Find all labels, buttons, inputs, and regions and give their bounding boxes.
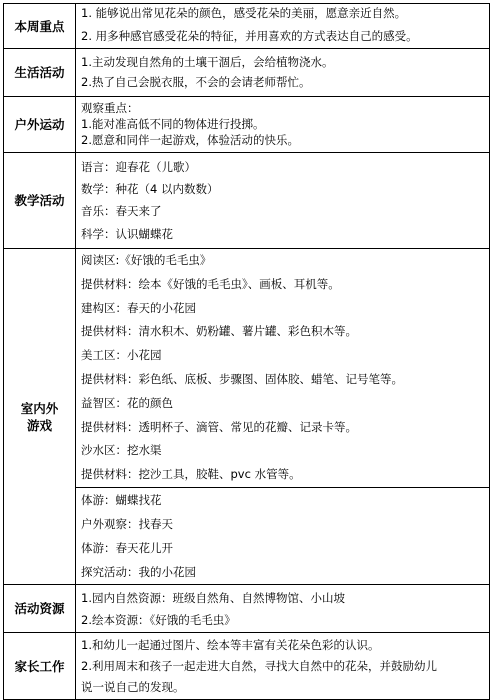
row-parent-work <box>4 633 490 700</box>
row-label: 家长工作 <box>4 633 76 700</box>
content-line: 1.园内自然资源：班级自然角、自然博物馆、小山坡 <box>81 591 345 605</box>
row-label: 生活活动 <box>4 49 76 97</box>
content-line: 说一说自己的发现。 <box>81 680 185 694</box>
row-indoor-outdoor-games <box>4 249 490 585</box>
content-line: 1. 能够说出常见花朵的颜色，感受花朵的美丽，愿意亲近自然。 <box>81 6 407 20</box>
content-line: 2.愿意和同伴一起游戏，体验活动的快乐。 <box>81 133 299 147</box>
content-line: 科学：认识蝴蝶花 <box>81 227 173 241</box>
row-label: 户外运动 <box>4 97 76 153</box>
row-label <box>4 249 76 585</box>
row-content <box>76 585 490 633</box>
weekly-plan-table <box>3 3 490 700</box>
content-line: 数学：种花（4 以内数数） <box>81 182 219 196</box>
content-line: 阅读区:《好饿的毛毛虫》 <box>81 253 212 267</box>
row-content <box>76 153 490 249</box>
content-line: 体游：蝴蝶找花 <box>81 493 162 507</box>
content-line: 美工区：小花园 <box>81 348 162 363</box>
row-teaching-activities <box>4 153 490 249</box>
content-line: 音乐：春天来了 <box>81 204 162 218</box>
row-content <box>76 49 490 97</box>
row-label: 本周重点 <box>4 4 76 49</box>
row-content <box>76 249 490 585</box>
content-line: 2.利用周末和孩子一起走进大自然，寻找大自然中的花朵，并鼓励幼儿 <box>81 659 437 673</box>
row-label: 教学活动 <box>4 153 76 249</box>
row-content <box>76 633 490 700</box>
content-line: 2.热了自己会脱衣服，不会的会请老师帮忙。 <box>81 75 311 89</box>
content-line: 语言：迎春花（儿歌） <box>81 160 196 174</box>
row-outdoor-sports <box>4 97 490 153</box>
content-line: 2. 用多种感官感受花朵的特征，并用喜欢的方式表达自己的感受。 <box>81 29 418 43</box>
content-line: 提供材料：透明杯子、滴管、常见的花瓣、记录卡等。 <box>81 419 357 434</box>
content-line: 探究活动：我的小花园 <box>81 565 196 579</box>
outdoor-section <box>76 487 489 584</box>
content-line: 2.绘本资源：《好饿的毛毛虫》 <box>81 613 236 627</box>
row-label: 活动资源 <box>4 585 76 633</box>
content-line: 提供材料：挖沙工具，胶鞋、pvc 水管等。 <box>81 467 301 482</box>
content-line: 1.主动发现自然角的土壤干涸后，会给植物浇水。 <box>81 55 334 69</box>
content-line: 体游：春天花儿开 <box>81 541 173 555</box>
content-line: 提供材料：绘本《好饿的毛毛虫》、画板、耳机等。 <box>81 276 340 291</box>
content-line: 益智区：花的颜色 <box>81 395 173 410</box>
content-line: 提供材料：彩色纸、底板、步骤图、固体胶、蜡笔、记号笔等。 <box>81 371 403 386</box>
content-line: 1.和幼儿一起通过图片、绘本等丰富有关花朵色彩的认识。 <box>81 638 380 652</box>
row-weekly-focus <box>4 4 490 49</box>
content-line: 户外观察：找春天 <box>81 517 173 531</box>
row-content <box>76 97 490 153</box>
content-line: 1.能对准高低不同的物体进行投掷。 <box>81 117 265 131</box>
content-line: 提供材料：清水积木、奶粉罐、薯片罐、彩色积木等。 <box>81 324 357 339</box>
area-section <box>76 249 489 487</box>
row-label-line: 游戏 <box>26 417 52 433</box>
row-activity-resources <box>4 585 490 633</box>
row-daily-life <box>4 49 490 97</box>
content-line: 观察重点： <box>81 101 139 115</box>
row-content <box>76 4 490 49</box>
row-label-line: 室内外 <box>20 400 59 416</box>
content-line: 沙水区：挖水渠 <box>81 443 162 458</box>
content-line: 建构区：春天的小花园 <box>81 300 196 315</box>
